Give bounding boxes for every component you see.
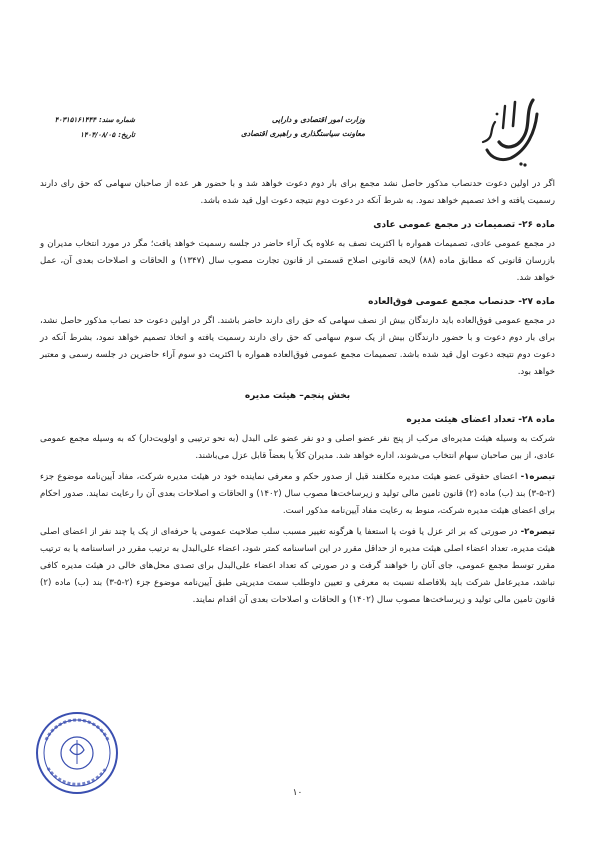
page-number: ۱۰ xyxy=(292,788,303,798)
document-meta xyxy=(40,113,135,143)
ministry-header xyxy=(235,113,365,141)
section-5-title: بخش پنجم– هیئت مدیره xyxy=(244,391,351,401)
note-1 xyxy=(40,469,555,520)
article-26-text: در مجمع عمومی عادی، تصمیمات همواره با اکثریت نصف به علاوه یک آراء حاضر در جلسه رسمیت خواهد یافت؛ مگر در مورد انتخاب مدیران و بازرسان قانونی که مطابق ماده (۸۸) لایحه قانونی اصلاح قسمتی از قانون تجارت مصوب سال (۱۳۴۷) و الحاقات و اصلاحات بعدی آن، عمل خواهد شد. xyxy=(40,239,555,283)
article-27-title: ماده ۲۷- حدنصاب مجمع عمومی فوق‌العاده xyxy=(368,297,555,307)
article-26-title: ماده ۲۶- تصمیمات در مجمع عمومی عادی xyxy=(373,220,555,230)
number-value: ۴۰۳۱۵۱۶۱۴۴۴ xyxy=(54,116,97,124)
date-value: ۱۴۰۴/۰۸/۰۵ xyxy=(80,131,116,139)
document-body xyxy=(40,176,555,609)
article-28-text: شرکت به وسیله هیئت مدیره‌ای مرکب از پنج نفر عضو اصلی و دو نفر عضو علی البدل (به نحو ترتیبی و اولویت‌دار) که به وسیله مجمع عمومی عادی، از بین صاحبان سهام انتخاب می‌شوند، اداره خواهد شد. مدیران کلاً یا بعضاً قابل عزل می‌باشند. xyxy=(40,434,555,461)
note-1-text: اعضای حقوقی عضو هیئت مدیره مکلفند قبل از صدور حکم و معرفی نماینده خود در هیئت مدیره شرکت، مفاد آیین‌نامه موضوع جزء (۲-۵-۳) بند (ب) ماده (۲) قانون تامین مالی تولید و زیرساخت‌ها مصوب سال (۱۴۰۲) و الحاقات و اصلاحات بعدی آن را رعایت نمایند. صدور احکام برای اعضای هیئت مدیره شرکت، منوط به رعایت مفاد آیین‌نامه مذکور است. xyxy=(40,472,555,516)
intro-paragraph: اگر در اولین دعوت حدنصاب مذکور حاصل نشد مجمع برای بار دوم دعوت خواهد شد و با حضور هر عده از صاحبان سهامی که حق رای دارند رسمیت یافته و اخذ تصمیم خواهد نمود. به شرط آنکه در دعوت دوم نتیجه دعوت اول قید شده باشد. xyxy=(40,179,555,206)
ministry-name: وزارت امور اقتصادی و دارایی xyxy=(271,115,365,124)
article-28-title: ماده ۲۸- تعداد اعضای هیئت مدیره xyxy=(406,415,555,425)
note-2 xyxy=(40,524,555,609)
article-27-text: در مجمع عمومی فوق‌العاده باید دارندگان بیش از نصف سهامی که حق رای دارند حاضر باشند. اگر در اولین دعوت حد نصاب مذکور حاصل نشد، برای بار دوم دعوت و با حضور دارندگان بیش از یک سوم سهامی که حق رای دارند رسمیت یافته و اتخاذ تصمیم خواهد نمود، بشرط آنکه در دعوت دوم نتیجه دعوت اول قید شده باشد. تصمیمات مجمع عمومی فوق‌العاده همواره با اکثریت دو سوم آراء حاضرین در جلسه رسمی و معتبر خواهد بود. xyxy=(40,316,555,377)
note-2-label: تبصره۲- xyxy=(520,527,556,537)
note-2-text: در صورتی که بر اثر عزل یا فوت یا استعفا یا هرگونه تغییر مسبب سلب صلاحیت عمومی یا حرفه‌ای از یک یا چند نفر از اعضای اصلی هیئت مدیره، تعداد اعضاء اصلی هیئت مدیره از حداقل مقرر در این اساسنامه کمتر شود، اعضاء علی‌البدل به ترتیب مقرر در اساسنامه یا به ترتیب مقرر توسط مجمع عمومی، جای آنان را خواهند گرفت و در صورتی که تعداد اعضاء علی‌البدل برای تصدی محل‌های خالی در هیئت مدیره کافی نباشد، مدیرعامل شرکت باید بلافاصله نسبت به معرفی و تعیین داوطلب سمت مدیریتی طبق آیین‌نامه موضوع جزء (۲-۵-۳) بند (ب) ماده (۲) قانون تامین مالی تولید و زیرساخت‌ها مصوب سال (۱۴۰۲) و الحاقات و اصلاحات بعدی آن اقدام نمایند. xyxy=(40,527,555,605)
number-label: شماره سند: xyxy=(99,116,135,124)
date-label: تاریخ: xyxy=(118,131,135,139)
official-stamp xyxy=(34,710,120,796)
deputy-name: معاونت سیاستگذاری و راهبری اقتصادی xyxy=(241,129,365,138)
organization-logo xyxy=(475,92,543,172)
note-1-label: تبصره۱- xyxy=(520,472,556,482)
